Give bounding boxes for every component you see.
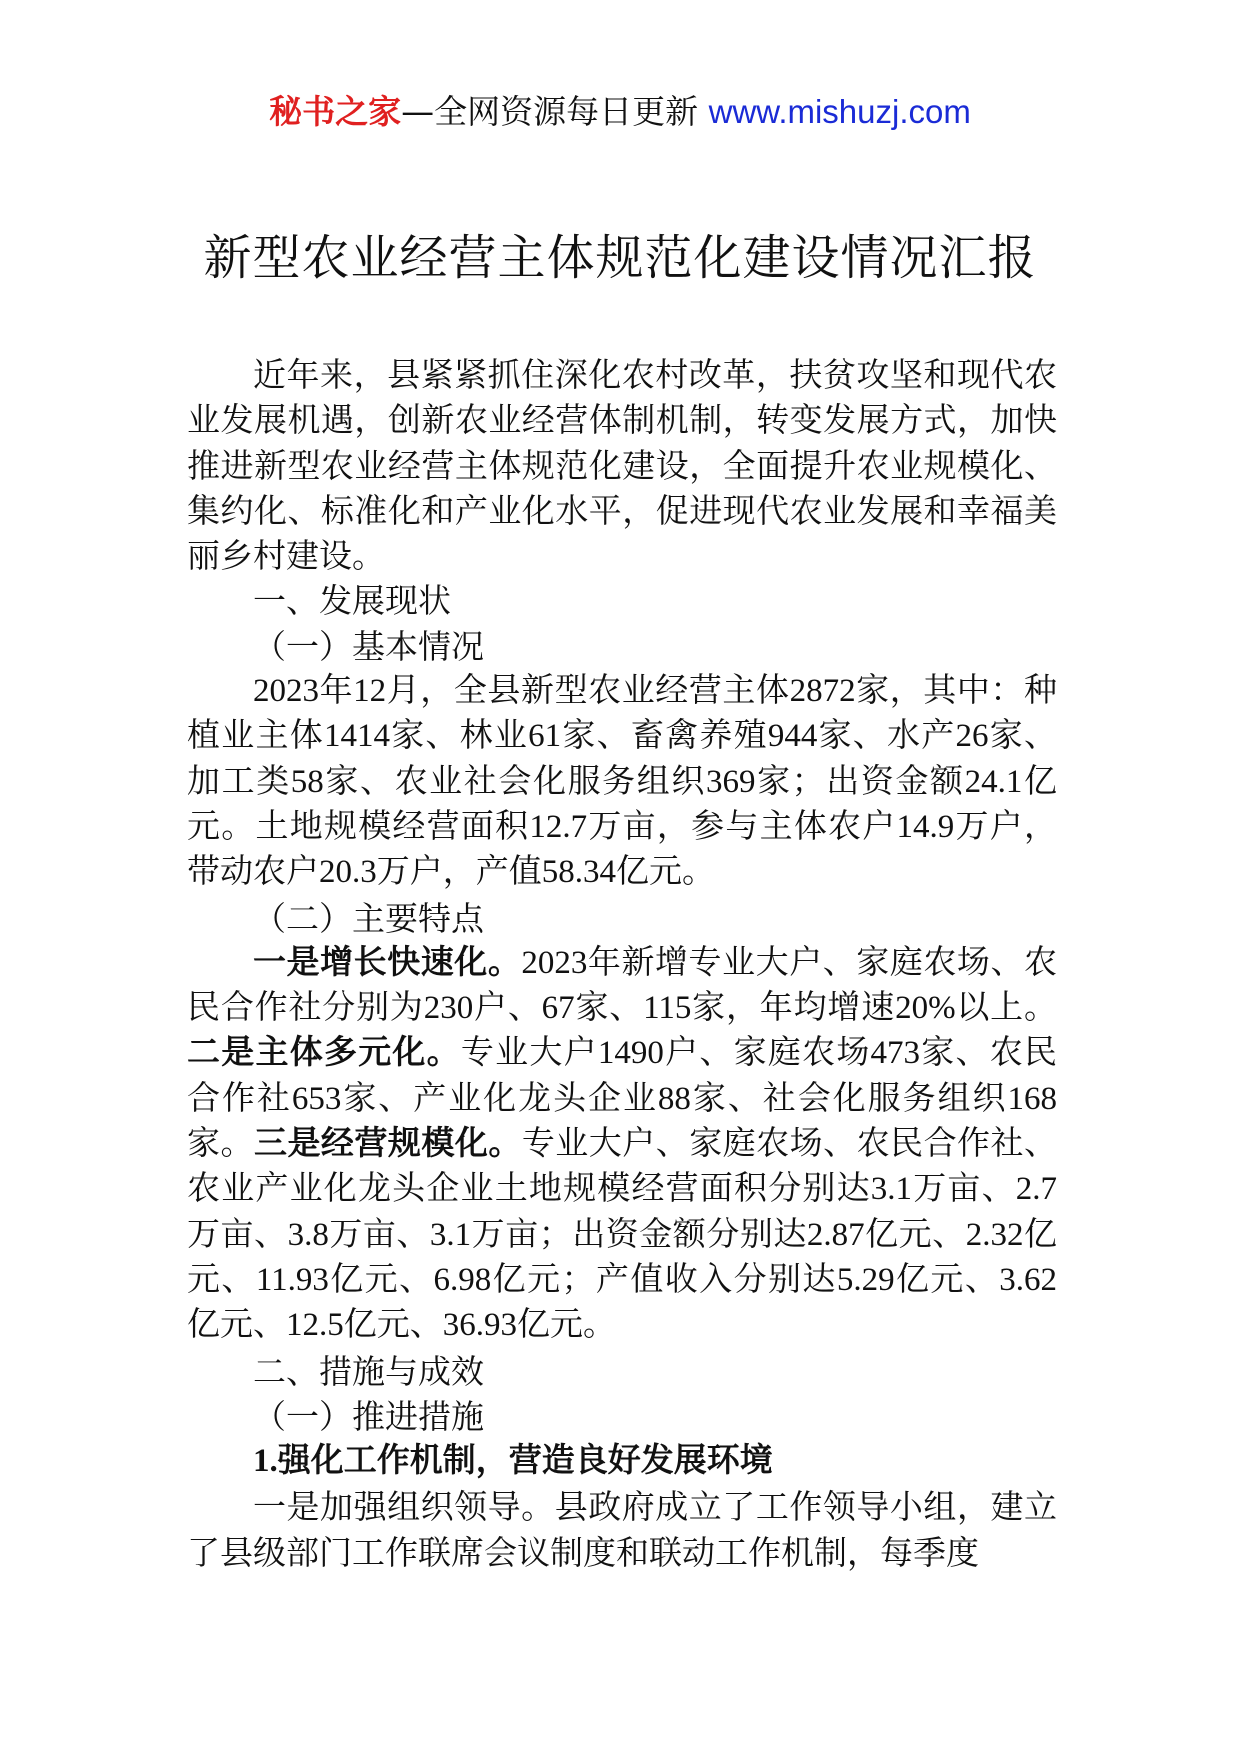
section-heading-2: 二、措施与成效 xyxy=(253,1351,484,1391)
site-brand: 秘书之家 xyxy=(269,92,402,131)
measure-heading-1: 1.强化工作机制，营造良好发展环境 xyxy=(253,1443,773,1480)
feature-3-lead: 三是经营规模化。 xyxy=(253,1126,522,1163)
section-heading-1: 一、发展现状 xyxy=(253,581,451,621)
feature-3-text: 专业大户、家庭农场、农民合作社、农业产业化龙头企业土地规模经营面积分别达3.1万亩、2.7万亩、3.8万亩、3.1万亩；出资金额分别达2.87亿元、2.32亿元、11.93亿元、6.98亿元；产值收入分别达5.29亿元、3.62亿元、12.5亿元、36.93亿元。 xyxy=(187,1126,1058,1344)
document-title: 新型农业经营主体规范化建设情况汇报 xyxy=(203,230,1037,286)
site-url-link[interactable]: www.mishuzj.com xyxy=(708,93,971,130)
feature-1-lead: 一是增长快速化。 xyxy=(253,944,522,981)
basic-situation-paragraph: 2023年12月，全县新型农业经营主体2872家，其中：种植业主体1414家、林业61家、畜禽养殖944家、水产26家、加工类58家、农业社会化服务组织369家；出资金额24.1亿元。土地规模经营面积12.7万亩，参与主体农户14.9万户，带动农户20.3万户，产值58.34亿元。 xyxy=(187,673,1057,891)
feature-2-text: 专业大户1490户、家庭农场473家、农民合作社653家、产业化龙头企业88家、社会化服务组织168家。 xyxy=(187,1035,1058,1163)
site-header xyxy=(0,92,1240,132)
document-body xyxy=(187,352,1057,1575)
intro-paragraph: 近年来，县紧紧抓住深化农村改革，扶贫攻坚和现代农业发展机遇，创新农业经营体制机制，转变发展方式，加快推进新型农业经营主体规范化建设，全面提升农业规模化、集约化、标准化和产业化水平，促进现代农业发展和幸福美丽乡村建设。 xyxy=(187,355,1057,576)
organization-paragraph: 一是加强组织领导。县政府成立了工作领导小组，建立了县级部门工作联席会议制度和联动工作机制，每季度 xyxy=(187,1487,1057,1572)
site-tagline: —全网资源每日更新 xyxy=(401,92,699,131)
subsection-heading-measures: （一）推进措施 xyxy=(253,1396,484,1436)
subsection-heading-features: （二）主要特点 xyxy=(253,898,484,938)
feature-1-text: 2023年新增专业大户、家庭农场、农民合作社分别为230户、67家、115家，年均增速20%以上。 xyxy=(187,944,1058,1027)
subsection-heading-basic: （一）基本情况 xyxy=(253,626,484,666)
feature-2-lead: 二是主体多元化。 xyxy=(187,1035,461,1072)
features-paragraph xyxy=(187,941,1057,1349)
